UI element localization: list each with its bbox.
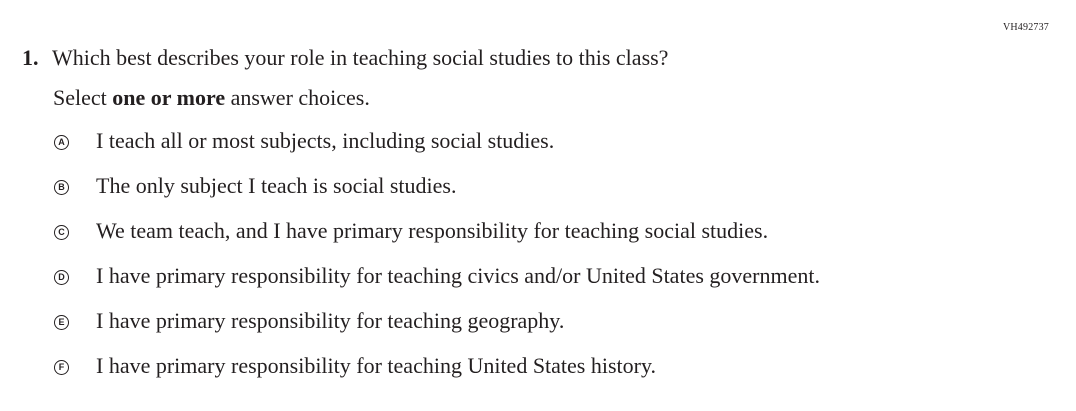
- question-id: VH492737: [1002, 22, 1049, 33]
- instruction-prefix: Select: [53, 85, 113, 110]
- answer-text-f: I have primary responsibility for teaching United States history.: [96, 353, 657, 378]
- instruction-suffix: answer choices.: [225, 85, 370, 110]
- question: [22, 44, 668, 72]
- answer-bubble-f[interactable]: F: [54, 360, 69, 375]
- answer-bubble-d[interactable]: D: [54, 270, 69, 285]
- answer-text-b: The only subject I teach is social studies.: [96, 173, 457, 198]
- answer-option-b[interactable]: [54, 172, 820, 217]
- answer-option-e[interactable]: [54, 307, 820, 352]
- instruction-emphasis: one or more: [112, 85, 226, 110]
- question-text: Which best describes your role in teaching social studies to this class?: [52, 45, 669, 70]
- answer-text-a: I teach all or most subjects, including social studies.: [96, 128, 555, 153]
- answer-option-a[interactable]: [54, 127, 820, 172]
- question-number: 1.: [22, 45, 39, 70]
- answer-bubble-b[interactable]: B: [54, 180, 69, 195]
- answer-text-c: We team teach, and I have primary responsibility for teaching social studies.: [96, 218, 769, 243]
- answer-bubble-a[interactable]: A: [54, 135, 69, 150]
- answer-text-d: I have primary responsibility for teaching civics and/or United States government.: [96, 263, 820, 288]
- answer-text-e: I have primary responsibility for teaching geography.: [96, 308, 565, 333]
- answer-bubble-c[interactable]: C: [54, 225, 69, 240]
- answer-bubble-e[interactable]: E: [54, 315, 69, 330]
- answer-option-c[interactable]: [54, 217, 820, 262]
- instruction: [53, 84, 370, 112]
- answer-option-f[interactable]: [54, 352, 820, 397]
- answer-options: [54, 127, 820, 397]
- answer-option-d[interactable]: [54, 262, 820, 307]
